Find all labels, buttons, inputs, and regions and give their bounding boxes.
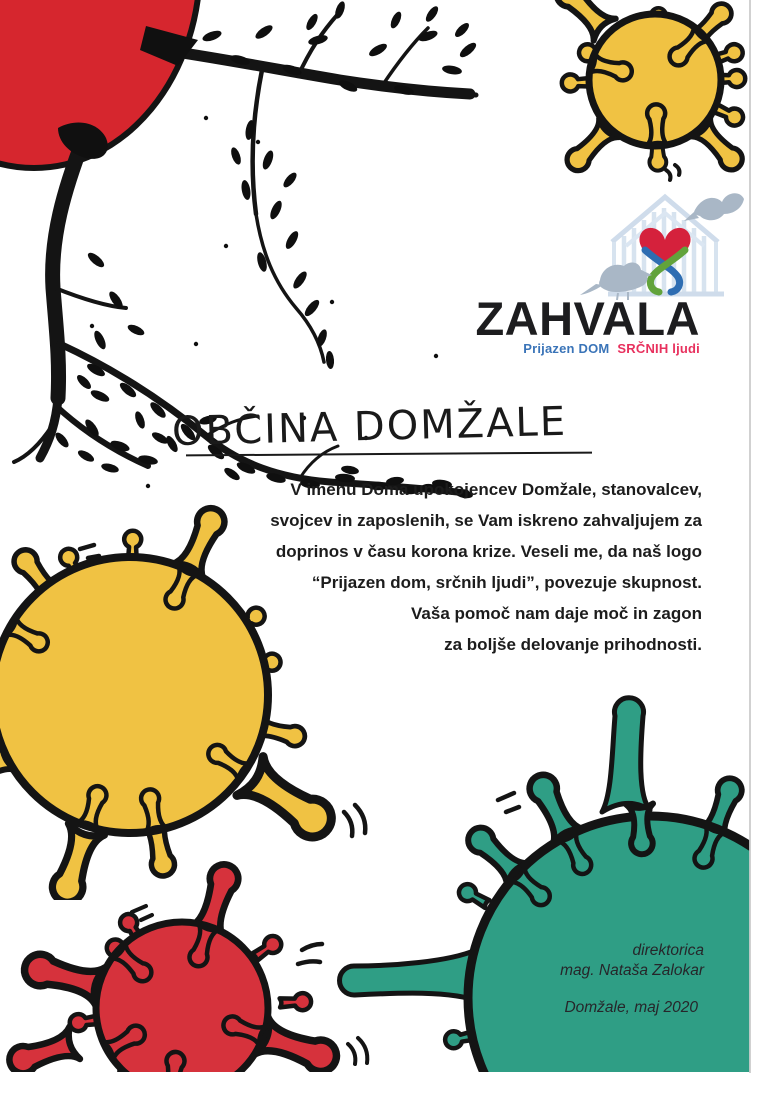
flying-bird-icon	[682, 188, 752, 228]
tagline-prijazen-dom: Prijazen DOM	[523, 341, 610, 356]
message-line: svojcev in zaposlenih, se Vam iskreno zahvaljujem za	[270, 511, 702, 530]
signature-role: direktorica	[632, 942, 704, 959]
recipient-name-handwritten: OBČINA DOMŽALE	[171, 398, 568, 456]
certificate-title: ZAHVALA	[475, 292, 700, 345]
virus-yellow-top-illustration	[515, 0, 778, 200]
scan-edge-line	[749, 0, 751, 1073]
message-line: Vaša pomoč nam daje moč in zagon	[411, 604, 702, 623]
logo-tagline	[523, 341, 700, 356]
message-line: za boljše delovanje prihodnosti.	[444, 635, 702, 654]
tagline-srcnih-ljudi: SRČNIH ljudi	[617, 341, 700, 356]
message-line: V imenu Doma upokojencev Domžale, stanovalcev,	[290, 480, 702, 499]
signature-place-date: Domžale, maj 2020	[564, 999, 698, 1016]
signature-block	[560, 941, 704, 1018]
message-paragraph	[252, 474, 702, 660]
message-line: “Prijazen dom, srčnih ljudi”, povezuje skupnost.	[311, 573, 702, 592]
signature-name: mag. Nataša Zalokar	[560, 962, 704, 979]
message-line: doprinos v času korona krize. Veseli me, da naš logo	[275, 542, 702, 561]
